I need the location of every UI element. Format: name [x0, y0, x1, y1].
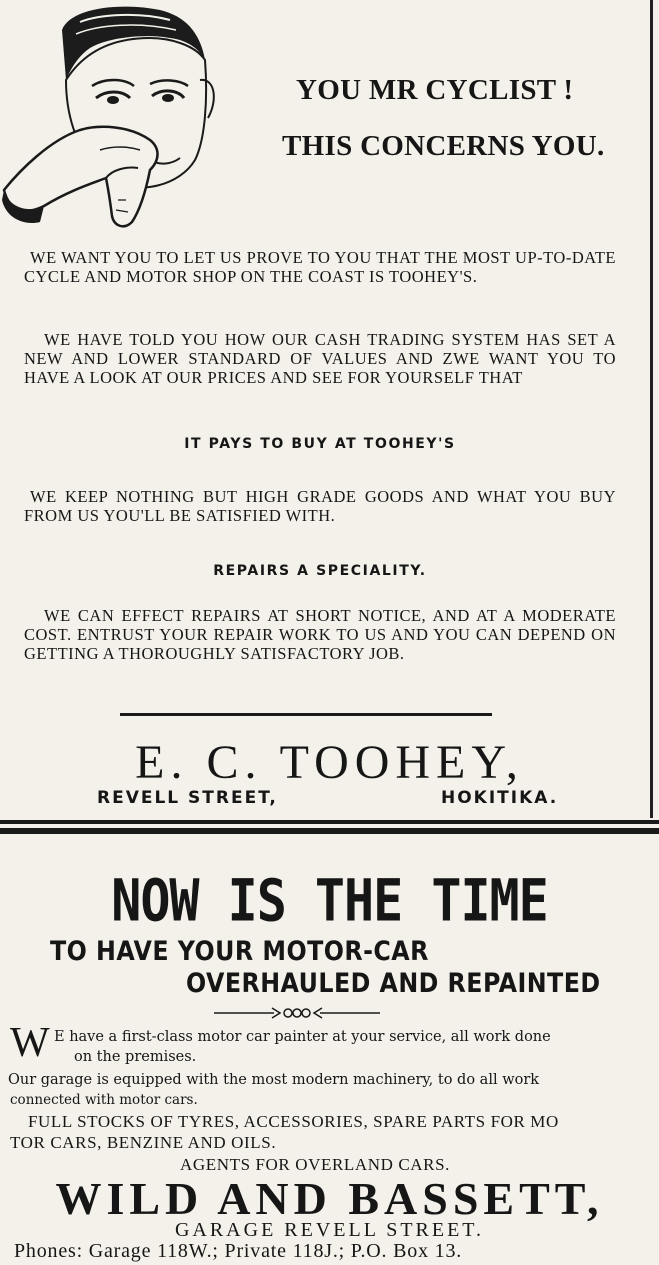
pointing-man-illustration	[0, 0, 230, 230]
toohey-name: E. C. TOOHEY,	[135, 736, 524, 789]
line-premises: on the premises.	[74, 1049, 197, 1065]
subhead-overhauled: OVERHAULED AND REPAINTED	[186, 968, 601, 999]
line-agents: AGENTS FOR OVERLAND CARS.	[180, 1155, 451, 1174]
paragraph-prove: WE WANT YOU TO LET US PROVE TO YOU THAT THE MOST UP-TO-DATE CYCLE AND MOTOR SHOP ON THE COAST IS TOOHEY'S.	[24, 248, 616, 286]
paragraph-high-grade: WE KEEP NOTHING BUT HIGH GRADE GOODS AND WHAT YOU BUY FROM US YOU'LL BE SATISFIED WITH.	[24, 487, 616, 525]
ad-separator-top	[0, 820, 659, 824]
column-rule	[650, 0, 653, 818]
subhead-it-pays: IT PAYS TO BUY AT TOOHEY'S	[184, 436, 456, 452]
toohey-street: REVELL STREET,	[97, 788, 278, 808]
ornament-divider	[214, 1006, 380, 1020]
line-painter: E have a first-class motor car painter at your service, all work done	[54, 1029, 551, 1045]
toohey-town: HOKITIKA.	[441, 788, 559, 808]
wild-and-bassett-name: WILD AND BASSETT,	[55, 1173, 604, 1224]
phone-numbers: Phones: Garage 118W.; Private 118J.; P.O. Box 13.	[14, 1240, 463, 1262]
divider	[120, 713, 492, 716]
subhead-repairs: REPAIRS A SPECIALITY.	[213, 563, 427, 579]
line-full-stocks: FULL STOCKS OF TYRES, ACCESSORIES, SPARE PARTS FOR MO	[28, 1112, 559, 1131]
line-garage-equipped: Our garage is equipped with the most modern machinery, to do all work	[8, 1072, 540, 1088]
headline-now-is-the-time: NOW IS THE TIME	[111, 867, 548, 935]
line-benzine: TOR CARS, BENZINE AND OILS.	[10, 1133, 277, 1152]
line-connected: connected with motor cars.	[10, 1092, 198, 1108]
paragraph-repairs: WE CAN EFFECT REPAIRS AT SHORT NOTICE, AND AT A MODERATE COST. ENTRUST YOUR REPAIR WORK TO US AND YOU CAN DEPEND ON GETTING A THOROUGHLY SATISFACTORY JOB.	[24, 606, 616, 663]
paragraph-cash-trading: WE HAVE TOLD YOU HOW OUR CASH TRADING SYSTEM HAS SET A NEW AND LOWER STANDARD OF VALUES AND ZWE WANT YOU TO HAVE A LOOK AT OUR PRICES AND SEE FOR YOURSELF THAT	[24, 330, 616, 387]
headline-you-mr-cyclist: YOU MR CYCLIST !	[296, 74, 574, 106]
ad-separator-bottom	[0, 828, 659, 834]
headline-this-concerns-you: THIS CONCERNS YOU.	[282, 130, 605, 162]
subhead-motor-car: TO HAVE YOUR MOTOR-CAR	[50, 936, 429, 967]
drop-cap: W	[10, 1020, 50, 1066]
garage-address: GARAGE REVELL STREET.	[174, 1219, 485, 1241]
